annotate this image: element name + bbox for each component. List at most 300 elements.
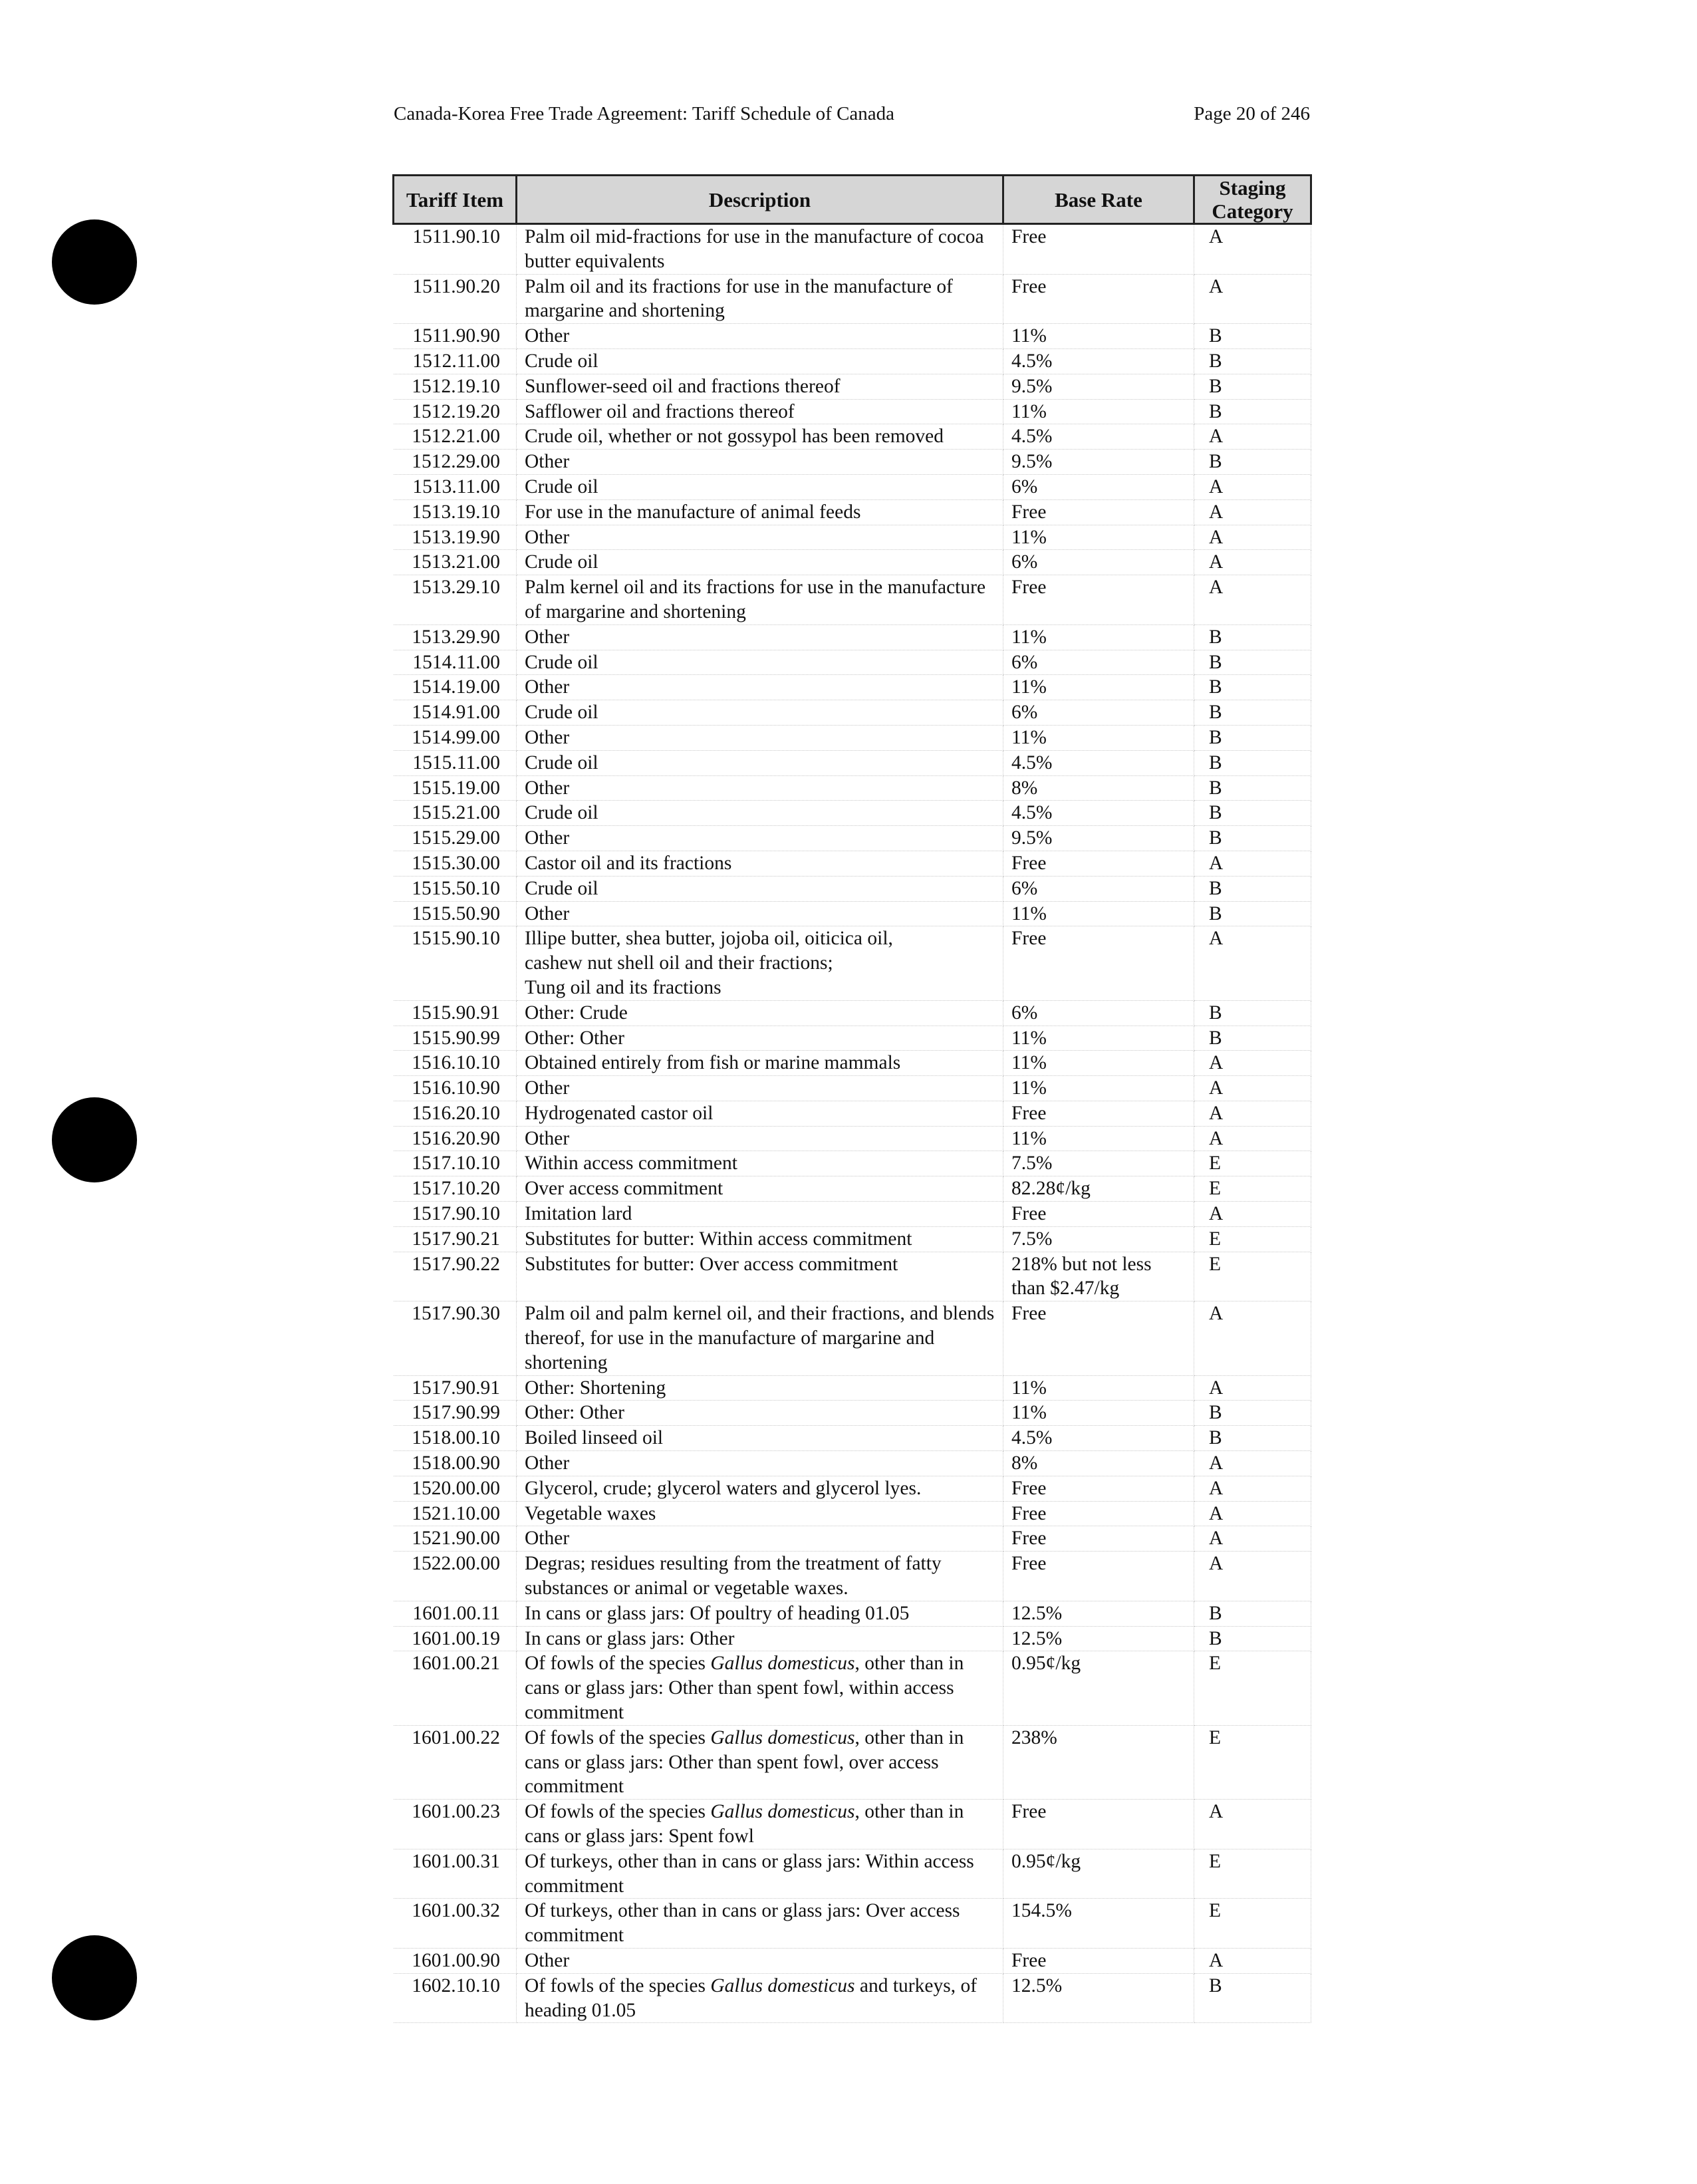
table-row	[394, 1451, 1311, 1476]
table-row	[394, 525, 1311, 550]
tariff-item-cell: 1601.00.23	[394, 1800, 517, 1849]
tariff-item-cell: 1512.21.00	[394, 424, 517, 450]
table-row	[394, 424, 1311, 450]
staging-category-cell: B	[1194, 775, 1311, 801]
species-name: Gallus domesticus	[710, 1975, 855, 1996]
description-cell: Other	[517, 1076, 1003, 1101]
base-rate-cell: Free	[1003, 575, 1194, 625]
table-row	[394, 750, 1311, 775]
table-row	[394, 1973, 1311, 2023]
description-text: Of fowls of the species	[525, 1975, 711, 1996]
description-cell: Other	[517, 1948, 1003, 1973]
table-row	[394, 1000, 1311, 1025]
tariff-item-cell: 1518.00.90	[394, 1451, 517, 1476]
table-row	[394, 1252, 1311, 1301]
tariff-item-cell: 1522.00.00	[394, 1552, 517, 1601]
description-cell	[517, 1800, 1003, 1849]
staging-category-cell: A	[1194, 1126, 1311, 1151]
base-rate-cell: 4.5%	[1003, 424, 1194, 450]
description-cell: Crude oil	[517, 550, 1003, 575]
description-cell: Over access commitment	[517, 1176, 1003, 1202]
description-cell: Degras; residues resulting from the treatment of fatty substances or animal or vegetable waxes.	[517, 1552, 1003, 1601]
base-rate-cell: 11%	[1003, 901, 1194, 926]
base-rate-cell: 11%	[1003, 725, 1194, 750]
base-rate-cell: Free	[1003, 1800, 1194, 1849]
description-cell: Other	[517, 624, 1003, 650]
staging-category-cell: B	[1194, 700, 1311, 726]
description-cell: Other	[517, 450, 1003, 475]
base-rate-cell: Free	[1003, 1552, 1194, 1601]
punch-hole-top	[52, 219, 137, 305]
description-cell	[517, 1973, 1003, 2023]
description-text: , other than in cans or glass jars: Other than spent fowl, within access commitment	[525, 1653, 964, 1724]
tariff-item-cell: 1601.00.11	[394, 1601, 517, 1626]
tariff-item-cell: 1515.50.10	[394, 876, 517, 901]
base-rate-cell: 8%	[1003, 775, 1194, 801]
table-row	[394, 1375, 1311, 1401]
table-row	[394, 224, 1311, 275]
description-cell: Glycerol, crude; glycerol waters and glycerol lyes.	[517, 1476, 1003, 1501]
staging-category-cell: B	[1194, 876, 1311, 901]
tariff-item-cell: 1515.29.00	[394, 826, 517, 851]
staging-category-cell: B	[1194, 826, 1311, 851]
tariff-item-cell: 1514.91.00	[394, 700, 517, 726]
page-header	[394, 103, 1310, 130]
tariff-item-cell: 1511.90.20	[394, 274, 517, 324]
description-cell: Other: Shortening	[517, 1375, 1003, 1401]
description-cell: Other	[517, 525, 1003, 550]
staging-category-cell: A	[1194, 1476, 1311, 1501]
staging-category-cell: E	[1194, 1899, 1311, 1949]
base-rate-cell: 4.5%	[1003, 348, 1194, 374]
table-body	[394, 224, 1311, 2023]
description-cell: Of turkeys, other than in cans or glass jars: Over access commitment	[517, 1899, 1003, 1949]
base-rate-cell: Free	[1003, 274, 1194, 324]
table-row	[394, 1899, 1311, 1949]
tariff-item-cell: 1521.90.00	[394, 1526, 517, 1552]
base-rate-cell: 238%	[1003, 1725, 1194, 1799]
staging-category-cell: A	[1194, 474, 1311, 499]
description-cell: Other	[517, 324, 1003, 349]
base-rate-cell: 4.5%	[1003, 750, 1194, 775]
description-cell: Substitutes for butter: Within access commitment	[517, 1226, 1003, 1252]
tariff-item-cell: 1601.00.32	[394, 1899, 517, 1949]
description-text: , other than in cans or glass jars: Spent fowl	[525, 1801, 964, 1847]
base-rate-cell: Free	[1003, 1301, 1194, 1375]
description-text: Of fowls of the species	[525, 1801, 711, 1823]
staging-category-cell: B	[1194, 1973, 1311, 2023]
base-rate-cell: Free	[1003, 1476, 1194, 1501]
tariff-item-cell: 1517.90.30	[394, 1301, 517, 1375]
staging-category-cell: B	[1194, 374, 1311, 399]
table-row	[394, 1076, 1311, 1101]
base-rate-cell: 0.95¢/kg	[1003, 1849, 1194, 1899]
staging-category-cell: E	[1194, 1725, 1311, 1799]
staging-category-cell: A	[1194, 424, 1311, 450]
staging-category-cell: E	[1194, 1226, 1311, 1252]
table-row	[394, 274, 1311, 324]
tariff-item-cell: 1515.50.90	[394, 901, 517, 926]
tariff-item-cell: 1516.20.10	[394, 1101, 517, 1126]
base-rate-cell: 0.95¢/kg	[1003, 1651, 1194, 1725]
staging-category-cell: B	[1194, 1025, 1311, 1051]
description-cell: Crude oil	[517, 750, 1003, 775]
description-cell: Other: Other	[517, 1025, 1003, 1051]
table-row	[394, 1948, 1311, 1973]
base-rate-cell: 11%	[1003, 525, 1194, 550]
base-rate-cell: Free	[1003, 1501, 1194, 1526]
staging-category-cell: A	[1194, 1076, 1311, 1101]
staging-category-cell: A	[1194, 525, 1311, 550]
base-rate-cell: Free	[1003, 224, 1194, 275]
tariff-item-cell: 1515.19.00	[394, 775, 517, 801]
table-row	[394, 624, 1311, 650]
description-cell: Boiled linseed oil	[517, 1426, 1003, 1451]
table-row	[394, 1202, 1311, 1227]
description-cell: Obtained entirely from fish or marine mammals	[517, 1051, 1003, 1076]
tariff-item-cell: 1515.21.00	[394, 801, 517, 826]
description-cell: Other	[517, 725, 1003, 750]
table-row	[394, 1126, 1311, 1151]
staging-category-cell: B	[1194, 675, 1311, 700]
staging-category-cell: B	[1194, 801, 1311, 826]
table-row	[394, 348, 1311, 374]
table-row	[394, 550, 1311, 575]
description-cell: Other	[517, 826, 1003, 851]
table-row	[394, 1476, 1311, 1501]
base-rate-cell: 11%	[1003, 1025, 1194, 1051]
base-rate-cell: 6%	[1003, 876, 1194, 901]
staging-category-cell: B	[1194, 450, 1311, 475]
description-cell: Vegetable waxes	[517, 1501, 1003, 1526]
table-row	[394, 1226, 1311, 1252]
base-rate-cell: 11%	[1003, 1051, 1194, 1076]
staging-category-cell: A	[1194, 1051, 1311, 1076]
staging-category-cell: B	[1194, 1626, 1311, 1651]
description-text: and turkeys, of heading 01.05	[525, 1975, 978, 2021]
table-row	[394, 775, 1311, 801]
staging-category-cell: A	[1194, 1526, 1311, 1552]
tariff-item-cell: 1516.10.90	[394, 1076, 517, 1101]
description-cell: Other: Crude	[517, 1000, 1003, 1025]
staging-category-cell: B	[1194, 1601, 1311, 1626]
table-row	[394, 1426, 1311, 1451]
description-cell: Crude oil	[517, 700, 1003, 726]
tariff-item-cell: 1514.11.00	[394, 650, 517, 675]
description-cell: Other	[517, 1526, 1003, 1552]
description-cell: Other	[517, 1126, 1003, 1151]
tariff-schedule-table	[392, 174, 1312, 2023]
base-rate-cell: 4.5%	[1003, 1426, 1194, 1451]
base-rate-cell: Free	[1003, 1202, 1194, 1227]
tariff-item-cell: 1512.11.00	[394, 348, 517, 374]
staging-category-cell: E	[1194, 1849, 1311, 1899]
tariff-item-cell: 1517.90.99	[394, 1401, 517, 1426]
table-row	[394, 1800, 1311, 1849]
base-rate-cell: 12.5%	[1003, 1626, 1194, 1651]
table-row	[394, 650, 1311, 675]
staging-category-cell: A	[1194, 1800, 1311, 1849]
description-cell	[517, 1725, 1003, 1799]
column-header-staging-category: Staging Category	[1194, 176, 1311, 224]
species-name: Gallus domesticus	[710, 1801, 855, 1823]
table-row	[394, 1725, 1311, 1799]
staging-category-cell: A	[1194, 1202, 1311, 1227]
description-cell: Crude oil	[517, 801, 1003, 826]
base-rate-cell: 11%	[1003, 399, 1194, 424]
table-row	[394, 1176, 1311, 1202]
description-cell: Other: Other	[517, 1401, 1003, 1426]
tariff-item-cell: 1518.00.10	[394, 1426, 517, 1451]
tariff-item-cell: 1601.00.21	[394, 1651, 517, 1725]
table-row	[394, 725, 1311, 750]
punch-hole-middle	[52, 1097, 137, 1182]
base-rate-cell: 9.5%	[1003, 374, 1194, 399]
description-cell: Crude oil	[517, 348, 1003, 374]
description-cell: Crude oil	[517, 650, 1003, 675]
tariff-item-cell: 1512.29.00	[394, 450, 517, 475]
table-row	[394, 1101, 1311, 1126]
staging-category-cell: B	[1194, 348, 1311, 374]
description-cell: In cans or glass jars: Of poultry of heading 01.05	[517, 1601, 1003, 1626]
page-number: Page 20 of 246	[1194, 103, 1310, 124]
column-header-description: Description	[517, 176, 1003, 224]
table-row	[394, 801, 1311, 826]
base-rate-cell: 6%	[1003, 1000, 1194, 1025]
table-row	[394, 1301, 1311, 1375]
tariff-item-cell: 1513.29.90	[394, 624, 517, 650]
table-row	[394, 324, 1311, 349]
tariff-item-cell: 1515.90.10	[394, 926, 517, 1000]
description-cell: Palm oil mid-fractions for use in the manufacture of cocoa butter equivalents	[517, 224, 1003, 275]
document-title: Canada-Korea Free Trade Agreement: Tariff Schedule of Canada	[394, 103, 895, 124]
description-cell: Imitation lard	[517, 1202, 1003, 1227]
staging-category-cell: A	[1194, 224, 1311, 275]
staging-category-cell: A	[1194, 499, 1311, 525]
base-rate-cell: 6%	[1003, 474, 1194, 499]
base-rate-cell: 6%	[1003, 700, 1194, 726]
description-cell: Palm oil and palm kernel oil, and their fractions, and blends thereof, for use in the manufacture of margarine and shortening	[517, 1301, 1003, 1375]
table-row	[394, 450, 1311, 475]
species-name: Gallus domesticus	[710, 1653, 855, 1675]
description-cell: Other	[517, 775, 1003, 801]
staging-category-cell: E	[1194, 1252, 1311, 1301]
table-row	[394, 826, 1311, 851]
table-row	[394, 876, 1311, 901]
table-row	[394, 1051, 1311, 1076]
description-cell: Hydrogenated castor oil	[517, 1101, 1003, 1126]
tariff-item-cell: 1515.90.91	[394, 1000, 517, 1025]
staging-category-cell: A	[1194, 851, 1311, 876]
staging-category-cell: A	[1194, 575, 1311, 625]
description-text: , other than in cans or glass jars: Other than spent fowl, over access commitment	[525, 1726, 964, 1798]
staging-category-cell: B	[1194, 1401, 1311, 1426]
base-rate-cell: 12.5%	[1003, 1601, 1194, 1626]
tariff-item-cell: 1517.90.21	[394, 1226, 517, 1252]
base-rate-cell: Free	[1003, 1101, 1194, 1126]
base-rate-cell: 82.28¢/kg	[1003, 1176, 1194, 1202]
table-row	[394, 1552, 1311, 1601]
table-row	[394, 1601, 1311, 1626]
table-row	[394, 1401, 1311, 1426]
tariff-item-cell: 1517.90.91	[394, 1375, 517, 1401]
description-cell: Crude oil	[517, 876, 1003, 901]
staging-category-cell: B	[1194, 1000, 1311, 1025]
base-rate-cell: 9.5%	[1003, 450, 1194, 475]
base-rate-cell: 11%	[1003, 1076, 1194, 1101]
base-rate-cell: 11%	[1003, 624, 1194, 650]
tariff-item-cell: 1601.00.31	[394, 1849, 517, 1899]
staging-category-cell: A	[1194, 1948, 1311, 1973]
description-cell: Illipe butter, shea butter, jojoba oil, oiticica oil, cashew nut shell oil and their fractions; Tung oil and its fractions	[517, 926, 1003, 1000]
table-row	[394, 499, 1311, 525]
tariff-item-cell: 1516.20.90	[394, 1126, 517, 1151]
tariff-item-cell: 1513.19.10	[394, 499, 517, 525]
tariff-item-cell: 1513.21.00	[394, 550, 517, 575]
base-rate-cell: Free	[1003, 1948, 1194, 1973]
description-cell: Safflower oil and fractions thereof	[517, 399, 1003, 424]
base-rate-cell: 11%	[1003, 1126, 1194, 1151]
staging-category-cell: A	[1194, 1451, 1311, 1476]
description-cell: Palm kernel oil and its fractions for use in the manufacture of margarine and shortening	[517, 575, 1003, 625]
staging-category-cell: A	[1194, 926, 1311, 1000]
tariff-item-cell: 1601.00.22	[394, 1725, 517, 1799]
tariff-item-cell: 1515.90.99	[394, 1025, 517, 1051]
tariff-item-cell: 1521.10.00	[394, 1501, 517, 1526]
description-cell: Crude oil, whether or not gossypol has been removed	[517, 424, 1003, 450]
staging-category-cell: B	[1194, 750, 1311, 775]
table-row	[394, 1025, 1311, 1051]
staging-category-cell: E	[1194, 1151, 1311, 1176]
table-row	[394, 901, 1311, 926]
tariff-item-cell: 1511.90.90	[394, 324, 517, 349]
description-cell: Other	[517, 675, 1003, 700]
tariff-item-cell: 1517.10.10	[394, 1151, 517, 1176]
table-row	[394, 851, 1311, 876]
description-cell: Within access commitment	[517, 1151, 1003, 1176]
staging-category-cell: A	[1194, 1552, 1311, 1601]
base-rate-cell: Free	[1003, 499, 1194, 525]
description-cell: Castor oil and its fractions	[517, 851, 1003, 876]
base-rate-cell: 154.5%	[1003, 1899, 1194, 1949]
tariff-item-cell: 1512.19.10	[394, 374, 517, 399]
base-rate-cell: 9.5%	[1003, 826, 1194, 851]
tariff-item-cell: 1601.00.90	[394, 1948, 517, 1973]
tariff-item-cell: 1515.11.00	[394, 750, 517, 775]
description-cell	[517, 1651, 1003, 1725]
table-row	[394, 1626, 1311, 1651]
description-cell: Substitutes for butter: Over access commitment	[517, 1252, 1003, 1301]
tariff-item-cell: 1601.00.19	[394, 1626, 517, 1651]
table-header-row	[394, 176, 1311, 224]
tariff-item-cell: 1515.30.00	[394, 851, 517, 876]
tariff-item-cell: 1514.19.00	[394, 675, 517, 700]
staging-category-cell: E	[1194, 1176, 1311, 1202]
description-text: Of fowls of the species	[525, 1726, 711, 1748]
staging-category-cell: B	[1194, 399, 1311, 424]
table-row	[394, 1526, 1311, 1552]
tariff-item-cell: 1513.19.90	[394, 525, 517, 550]
staging-category-cell: B	[1194, 725, 1311, 750]
base-rate-cell: Free	[1003, 926, 1194, 1000]
tariff-item-cell: 1516.10.10	[394, 1051, 517, 1076]
table-row	[394, 1651, 1311, 1725]
description-cell: Palm oil and its fractions for use in the manufacture of margarine and shortening	[517, 274, 1003, 324]
staging-category-cell: A	[1194, 1301, 1311, 1375]
staging-category-cell: A	[1194, 1501, 1311, 1526]
species-name: Gallus domesticus	[710, 1726, 855, 1748]
description-cell: In cans or glass jars: Other	[517, 1626, 1003, 1651]
description-cell: Crude oil	[517, 474, 1003, 499]
staging-category-cell: B	[1194, 650, 1311, 675]
table-row	[394, 575, 1311, 625]
table-row	[394, 399, 1311, 424]
base-rate-cell: 6%	[1003, 550, 1194, 575]
tariff-item-cell: 1512.19.20	[394, 399, 517, 424]
table-row	[394, 374, 1311, 399]
tariff-item-cell: 1511.90.10	[394, 224, 517, 275]
table-row	[394, 1849, 1311, 1899]
table-row	[394, 474, 1311, 499]
tariff-item-cell: 1513.29.10	[394, 575, 517, 625]
table-row	[394, 1501, 1311, 1526]
staging-category-cell: A	[1194, 1101, 1311, 1126]
description-cell: For use in the manufacture of animal feeds	[517, 499, 1003, 525]
description-cell: Of turkeys, other than in cans or glass jars: Within access commitment	[517, 1849, 1003, 1899]
staging-category-cell: E	[1194, 1651, 1311, 1725]
staging-category-cell: B	[1194, 901, 1311, 926]
tariff-item-cell: 1517.90.22	[394, 1252, 517, 1301]
column-header-base-rate: Base Rate	[1003, 176, 1194, 224]
base-rate-cell: 12.5%	[1003, 1973, 1194, 2023]
tariff-item-cell: 1513.11.00	[394, 474, 517, 499]
base-rate-cell: 4.5%	[1003, 801, 1194, 826]
description-cell: Other	[517, 1451, 1003, 1476]
table-row	[394, 675, 1311, 700]
base-rate-cell: 218% but not less than $2.47/kg	[1003, 1252, 1194, 1301]
base-rate-cell: 11%	[1003, 675, 1194, 700]
tariff-item-cell: 1514.99.00	[394, 725, 517, 750]
base-rate-cell: 11%	[1003, 1401, 1194, 1426]
staging-category-cell: A	[1194, 274, 1311, 324]
base-rate-cell: Free	[1003, 851, 1194, 876]
staging-category-cell: B	[1194, 324, 1311, 349]
base-rate-cell: Free	[1003, 1526, 1194, 1552]
base-rate-cell: 6%	[1003, 650, 1194, 675]
description-text: Of fowls of the species	[525, 1653, 711, 1675]
tariff-item-cell: 1517.10.20	[394, 1176, 517, 1202]
staging-category-cell: A	[1194, 550, 1311, 575]
staging-category-cell: B	[1194, 624, 1311, 650]
column-header-tariff-item: Tariff Item	[394, 176, 517, 224]
description-cell: Sunflower-seed oil and fractions thereof	[517, 374, 1003, 399]
tariff-item-cell: 1602.10.10	[394, 1973, 517, 2023]
staging-category-cell: A	[1194, 1375, 1311, 1401]
description-cell: Other	[517, 901, 1003, 926]
table-row	[394, 926, 1311, 1000]
tariff-item-cell: 1520.00.00	[394, 1476, 517, 1501]
staging-category-cell: B	[1194, 1426, 1311, 1451]
base-rate-cell: 11%	[1003, 1375, 1194, 1401]
tariff-item-cell: 1517.90.10	[394, 1202, 517, 1227]
table-row	[394, 700, 1311, 726]
base-rate-cell: 7.5%	[1003, 1151, 1194, 1176]
base-rate-cell: 11%	[1003, 324, 1194, 349]
base-rate-cell: 8%	[1003, 1451, 1194, 1476]
punch-hole-bottom	[52, 1935, 137, 2020]
table-row	[394, 1151, 1311, 1176]
base-rate-cell: 7.5%	[1003, 1226, 1194, 1252]
